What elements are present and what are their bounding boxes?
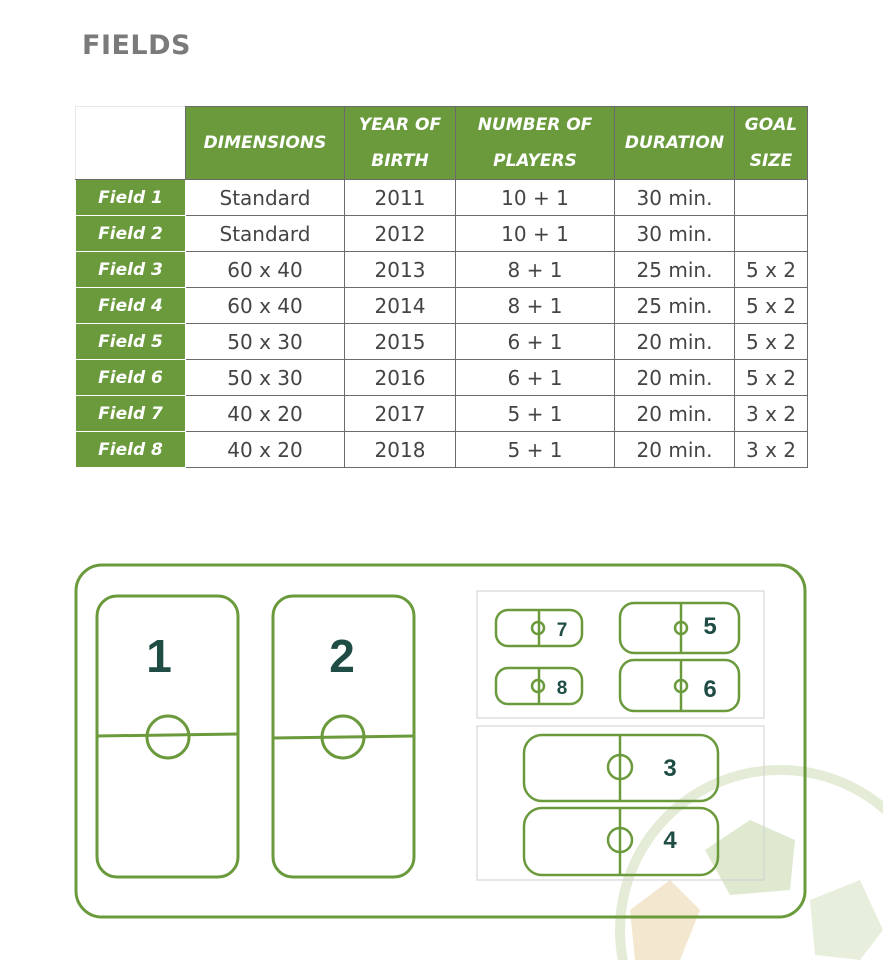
field-6-shape bbox=[620, 660, 739, 711]
cell-year: 2014 bbox=[345, 288, 456, 324]
field-5-label: 5 bbox=[703, 613, 717, 640]
cell-players: 10 + 1 bbox=[456, 180, 615, 216]
cell-players: 5 + 1 bbox=[456, 396, 615, 432]
cell-dimensions: 40 x 20 bbox=[186, 396, 345, 432]
cell-year: 2017 bbox=[345, 396, 456, 432]
venue-outline bbox=[76, 565, 805, 917]
header-duration-label: DURATION bbox=[624, 133, 725, 153]
cell-goal-size: 3 x 2 bbox=[735, 396, 808, 432]
header-goal-line2: SIZE bbox=[749, 151, 793, 171]
header-year-line2: BIRTH bbox=[371, 151, 429, 171]
cell-dimensions: 40 x 20 bbox=[186, 432, 345, 468]
cell-year: 2012 bbox=[345, 216, 456, 252]
cell-duration: 20 min. bbox=[615, 396, 735, 432]
cell-dimensions: 50 x 30 bbox=[186, 360, 345, 396]
cell-duration: 20 min. bbox=[615, 324, 735, 360]
header-players-line2: PLAYERS bbox=[493, 151, 577, 171]
cell-duration: 20 min. bbox=[615, 360, 735, 396]
field-1-label: 1 bbox=[146, 630, 172, 682]
field-1-halfway-line bbox=[97, 734, 238, 736]
row-field-label: Field 2 bbox=[76, 216, 186, 252]
header-players-line1: NUMBER OF bbox=[477, 115, 593, 135]
cell-dimensions: Standard bbox=[186, 216, 345, 252]
cell-dimensions: Standard bbox=[186, 180, 345, 216]
cell-players: 5 + 1 bbox=[456, 432, 615, 468]
header-goal-line1: GOAL bbox=[744, 115, 798, 135]
row-field-label: Field 5 bbox=[76, 324, 186, 360]
cell-goal-size: 5 x 2 bbox=[735, 252, 808, 288]
cell-duration: 20 min. bbox=[615, 432, 735, 468]
header-year-line1: YEAR OF bbox=[358, 115, 442, 135]
cell-players: 10 + 1 bbox=[456, 216, 615, 252]
field-6-label: 6 bbox=[703, 676, 717, 703]
cell-dimensions: 60 x 40 bbox=[186, 288, 345, 324]
field-4-label: 4 bbox=[663, 827, 677, 854]
cell-goal-size: 5 x 2 bbox=[735, 288, 808, 324]
field-2-halfway-line bbox=[273, 736, 414, 738]
row-field-label: Field 4 bbox=[76, 288, 186, 324]
cell-goal-size: 3 x 2 bbox=[735, 432, 808, 468]
cell-duration: 25 min. bbox=[615, 288, 735, 324]
cell-duration: 25 min. bbox=[615, 252, 735, 288]
cell-year: 2015 bbox=[345, 324, 456, 360]
cell-dimensions: 60 x 40 bbox=[186, 252, 345, 288]
field-1-center-circle bbox=[147, 716, 189, 758]
field-2-label: 2 bbox=[329, 630, 355, 682]
cell-players: 8 + 1 bbox=[456, 288, 615, 324]
field-3-label: 3 bbox=[663, 755, 677, 782]
header-dimensions-label: DIMENSIONS bbox=[203, 133, 327, 153]
field-8-label: 8 bbox=[556, 678, 568, 699]
page-title: FIELDS bbox=[82, 30, 191, 61]
cell-players: 6 + 1 bbox=[456, 324, 615, 360]
cell-dimensions: 50 x 30 bbox=[186, 324, 345, 360]
cell-year: 2018 bbox=[345, 432, 456, 468]
row-field-label: Field 6 bbox=[76, 360, 186, 396]
cell-duration: 30 min. bbox=[615, 216, 735, 252]
field-7-label: 7 bbox=[556, 620, 568, 641]
row-field-label: Field 7 bbox=[76, 396, 186, 432]
field-5-shape bbox=[620, 603, 739, 653]
cell-duration: 30 min. bbox=[615, 180, 735, 216]
row-field-label: Field 3 bbox=[76, 252, 186, 288]
cell-players: 6 + 1 bbox=[456, 360, 615, 396]
cell-goal-size: 5 x 2 bbox=[735, 324, 808, 360]
cell-goal-size: 5 x 2 bbox=[735, 360, 808, 396]
row-field-label: Field 8 bbox=[76, 432, 186, 468]
cell-year: 2016 bbox=[345, 360, 456, 396]
cell-year: 2011 bbox=[345, 180, 456, 216]
cell-year: 2013 bbox=[345, 252, 456, 288]
cell-players: 8 + 1 bbox=[456, 252, 615, 288]
row-field-label: Field 1 bbox=[76, 180, 186, 216]
